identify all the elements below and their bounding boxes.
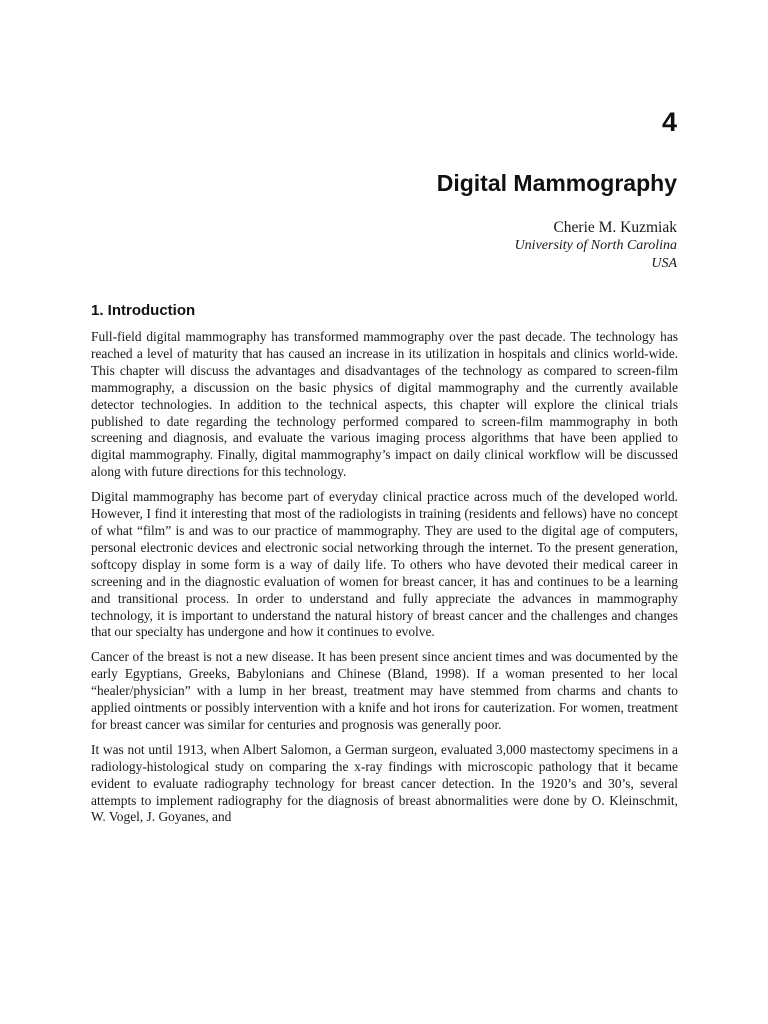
chapter-number: 4 [661,107,677,137]
author-institution: University of North Carolina [514,238,677,253]
section-heading: 1. Introduction [91,302,196,319]
body-paragraph-4: It was not until 1913, when Albert Salomon, a German surgeon, evaluated 3,000 mastectomy specimens in a radiology-histological study on comparing the x-ray findings with microscopic pathology that it became evident to evaluate radiography technology for breast cancer detection. In the 1920’s and 30’s, several attempts to implement radiography for the diagnosis of breast abnormalities were done by O. Kleinschmit, W. Vogel, J. Goyanes, and [91,741,678,825]
author-name: Cherie M. Kuzmiak [553,219,677,236]
section-body [91,329,678,834]
author-block [515,218,677,273]
body-paragraph-2: Digital mammography has become part of everyday clinical practice across much of the developed world. However, I find it interesting that most of the radiologists in training (residents and fellows) have no concept of what “film” is and was to our practice of mammography. They are used to the digital age of computers, personal electronic devices and electronic social networking through the internet. To the present generation, softcopy display in some form is a way of daily life. To others who have devoted their medical career in screening and in the diagnostic evaluation of women for breast cancer, it has and continues to be a learning and transitional process. In order to understand and fully appreciate the advances in mammography technology, it is important to understand the natural history of breast cancer and the challenges and changes that our specialty has undergone and how it continues to evolve. [91,489,678,640]
chapter-title: Digital Mammography [436,170,677,196]
author-country: USA [651,256,677,271]
body-paragraph-1: Full-field digital mammography has transformed mammography over the past decade. The technology has reached a level of maturity that has caused an increase in its utilization in hospitals and clinics world-wide. This chapter will discuss the advantages and disadvantages of the technology as compared to screen-film mammography, a discussion on the basic physics of digital mammography and the currently available detector technologies. In addition to the technical aspects, this chapter will explore the clinical trials published to date regarding the technology performed compared to screen-film mammography in both screening and diagnosis, and evaluate the various imaging process algorithms that have been applied to digital mammography. Finally, digital mammography’s impact on daily clinical workflow will be discussed along with future directions for this technology. [91,329,678,480]
body-paragraph-3: Cancer of the breast is not a new disease. It has been present since ancient times and was documented by the early Egyptians, Greeks, Babylonians and Chinese (Bland, 1998). If a woman presented to her local “healer/physician” with a lump in her breast, treatment may have stemmed from charms and chants to applied ointments or possibly intervention with a knife and hot irons for cauterization. For women, treatment for breast cancer was similar for centuries and prognosis was generally poor. [91,649,678,732]
